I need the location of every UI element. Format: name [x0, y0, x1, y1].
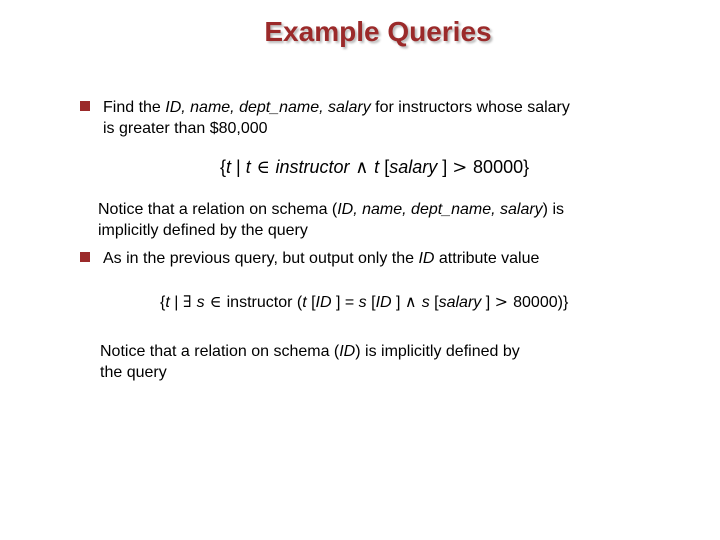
tuple-variable: s [358, 294, 367, 311]
tuple-variable: t [302, 294, 307, 311]
bullet-square-icon [80, 101, 90, 111]
bracket: [ [306, 294, 316, 311]
schema-list: ID [339, 343, 356, 360]
query1-description-line2: is greater than $80,000 [103, 120, 268, 137]
bracket: [ [429, 294, 439, 311]
text-fragment: Notice that a relation on schema ( [98, 201, 338, 218]
exists-symbol: ∃ [182, 292, 197, 311]
bracket: ] [481, 294, 495, 311]
tuple-variable: t [374, 157, 380, 177]
text-fragment: As in the previous query, but output only the [103, 250, 419, 267]
text-fragment: ) is [542, 201, 564, 218]
query2-note [100, 341, 520, 383]
attribute-list: ID, name, dept_name, salary [165, 99, 371, 116]
query2-note-line2: the query [100, 364, 167, 381]
element-of-symbol: ∈ [250, 157, 276, 178]
greater-than-symbol: > [452, 157, 474, 178]
bracket: [ [379, 157, 390, 177]
bar: | [231, 157, 246, 177]
relation-name: instructor ( [226, 294, 303, 311]
brace: } [523, 157, 530, 177]
attribute-name: ID [315, 294, 332, 311]
tuple-variable: t [245, 157, 251, 177]
query1-note-line2: implicitly defined by the query [98, 222, 308, 239]
bullet-square-icon [80, 252, 90, 262]
attribute-name: ID [375, 294, 392, 311]
tuple-variable: s [421, 294, 430, 311]
bracket: ] [437, 157, 453, 177]
relation-name: instructor [275, 157, 350, 177]
query1-note-line1 [98, 199, 564, 220]
constant-value: 80000)} [513, 294, 569, 311]
query1-formula [220, 157, 529, 178]
tuple-variable: t [226, 157, 232, 177]
text-fragment: ) is implicitly defined by [355, 343, 520, 360]
text-fragment: for instructors whose salary [370, 99, 570, 116]
attribute-name: ID [418, 250, 435, 267]
constant-value: 80000 [473, 157, 524, 177]
query2-description [103, 248, 539, 269]
query1-note [98, 199, 564, 241]
and-symbol: ∧ [349, 157, 375, 178]
text-fragment: Notice that a relation on schema ( [100, 343, 340, 360]
bracket: [ [366, 294, 376, 311]
schema-list: ID, name, dept_name, salary [337, 201, 543, 218]
text-fragment: Find the [103, 99, 166, 116]
attribute-name: salary [438, 294, 482, 311]
query2-note-line1 [100, 341, 520, 362]
slide-title: Example Queries [264, 16, 492, 47]
and-symbol: ∧ [404, 292, 422, 311]
greater-than-symbol: > [494, 292, 514, 311]
bar: | [169, 294, 183, 311]
bracket: ] [391, 294, 405, 311]
element-of-symbol: ∈ [204, 292, 227, 311]
brace: { [160, 294, 166, 311]
text-fragment: attribute value [434, 250, 540, 267]
brace: { [220, 157, 227, 177]
query1-description [103, 97, 570, 139]
query2-formula [160, 292, 568, 312]
attribute-name: salary [389, 157, 438, 177]
bracket-equals: ] = [331, 294, 359, 311]
query1-description-line1 [103, 97, 570, 118]
tuple-variable: t [165, 294, 170, 311]
tuple-variable: s [196, 294, 205, 311]
